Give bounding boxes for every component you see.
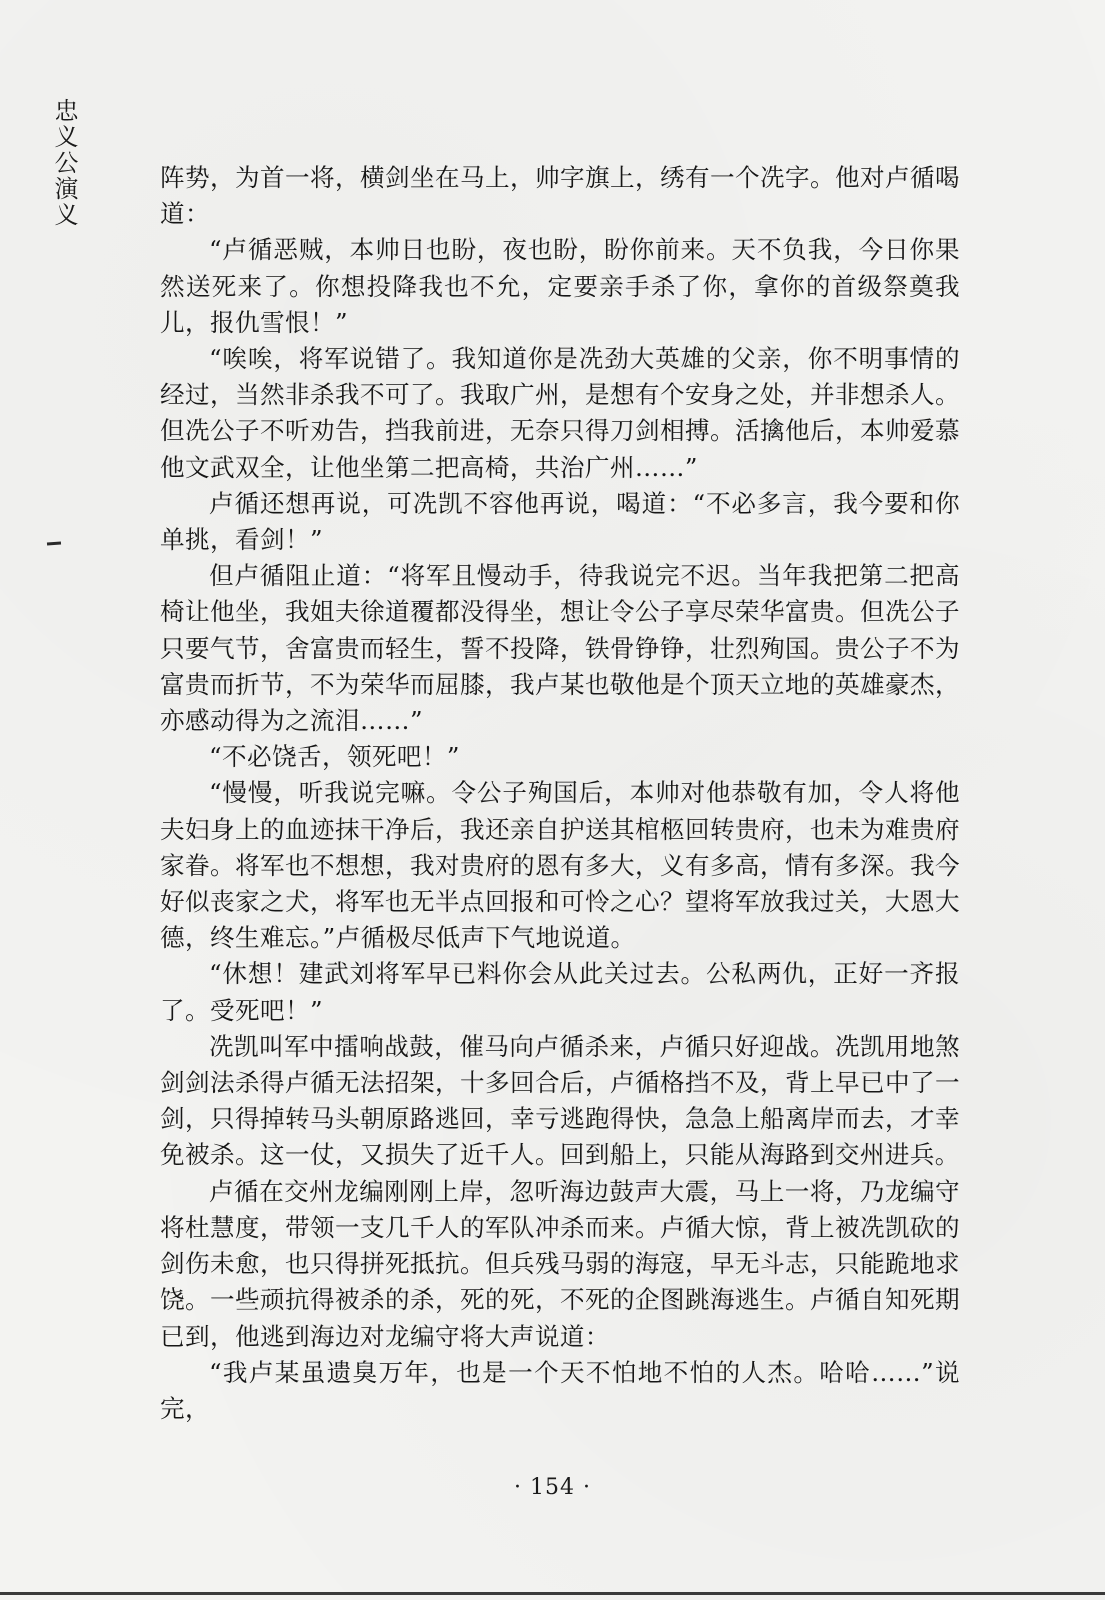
paragraph-1: 阵势，为首一将，横剑坐在马上，帅字旗上，绣有一个冼字。他对卢循喝道： <box>160 163 960 229</box>
paragraph-11: “我卢某虽遗臭万年，也是一个天不怕地不怕的人杰。哈哈……”说完， <box>160 1357 960 1423</box>
scan-bottom-edge <box>0 1592 1105 1595</box>
running-head-book-title: 忠义公演义 <box>50 98 78 228</box>
paragraph-4: 卢循还想再说，可冼凯不容他再说，喝道：“不必多言，我今要和你单挑，看剑！” <box>160 488 960 555</box>
body-text <box>160 160 960 1427</box>
paragraph-6: “不必饶舌，领死吧！” <box>209 742 460 772</box>
paragraph-3: “唉唉，将军说错了。我知道你是冼劲大英雄的父亲，你不明事情的经过，当然非杀我不可了。我取广州，是想有个安身之处，并非想杀人。但冼公子不听劝告，挡我前进，无奈只得刀剑相搏。活擒他后，本帅爱慕他文武双全，让他坐第二把高椅，共治广州……” <box>160 344 960 482</box>
paragraph-8: “休想！建武刘将军早已料你会从此关过去。公私两仇，正好一齐报了。受死吧！” <box>160 959 960 1025</box>
paragraph-7: “慢慢，听我说完嘛。令公子殉国后，本帅对他恭敬有加，令人将他夫妇身上的血迹抹干净后，我还亲自护送其棺柩回转贵府，也未为难贵府家眷。将军也不想想，我对贵府的恩有多大，义有多高，情有多深。我今好似丧家之犬，将军也无半点回报和可怜之心？望将军放我过关，大恩大德，终生难忘。”卢循极尽低声下气地说道。 <box>160 778 960 953</box>
paragraph-2: “卢循恶贼，本帅日也盼，夜也盼，盼你前来。天不负我，今日你果然送死来了。你想投降我也不允，定要亲手杀了你，拿你的首级祭奠我儿，报仇雪恨！” <box>160 235 960 337</box>
paragraph-10: 卢循在交州龙编刚刚上岸，忽听海边鼓声大震，马上一将，乃龙编守将杜慧度，带领一支几千人的军队冲杀而来。卢循大惊，背上被冼凯砍的剑伤未愈，也只得拼死抵抗。但兵残马弱的海寇，早无斗志，只能跪地求饶。一些顽抗得被杀的杀，死的死，不死的企图跳海逃生。卢循自知死期已到，他逃到海边对龙编守将大声说道： <box>160 1176 960 1351</box>
page-number: · 154 · <box>514 1475 591 1500</box>
paragraph-9: 冼凯叫军中擂响战鼓，催马向卢循杀来，卢循只好迎战。冼凯用地煞剑剑法杀得卢循无法招架，十多回合后，卢循格挡不及，背上早已中了一剑，只得掉转马头朝原路逃回，幸亏逃跑得快，急急上船离岸而去，才幸免被杀。这一仗，又损失了近千人。回到船上，只能从海路到交州进兵。 <box>160 1031 960 1170</box>
paragraph-5: 但卢循阻止道：“将军且慢动手，待我说完不迟。当年我把第二把高椅让他坐，我姐夫徐道覆都没得坐，想让令公子享尽荣华富贵。但冼公子只要气节，舍富贵而轻生，誓不投降，铁骨铮铮，壮烈殉国。贵公子不为富贵而折节，不为荣华而屈膝，我卢某也敬他是个顶天立地的英雄豪杰，亦感动得为之流泪……” <box>160 561 960 736</box>
